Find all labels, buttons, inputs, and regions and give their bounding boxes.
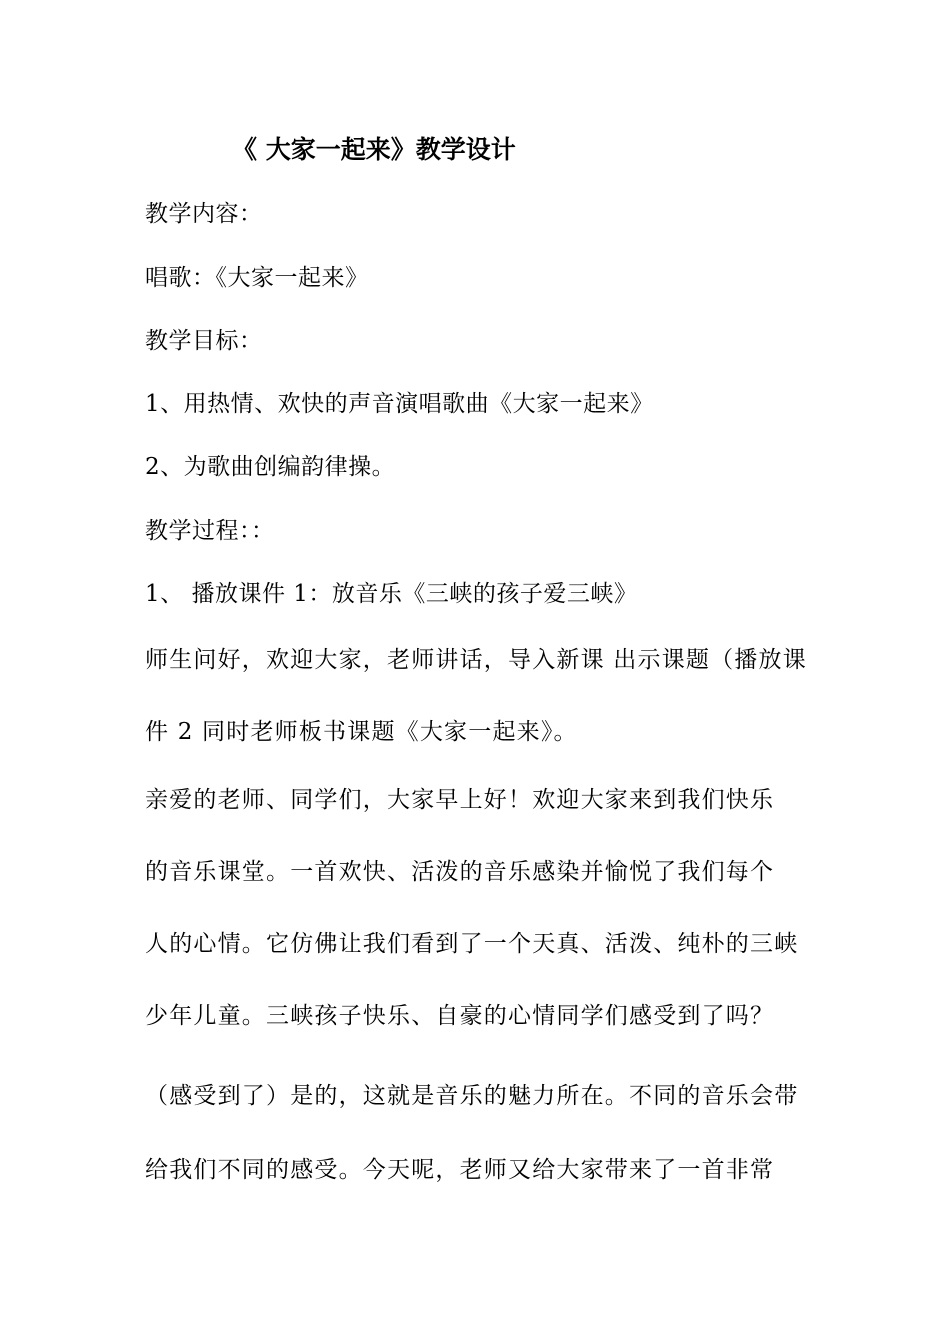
objective-item-1: 1、用热情、欢快的声音演唱歌曲《大家一起来》 [145, 391, 654, 417]
song-line: 唱歌：《大家一起来》 [145, 265, 369, 291]
paragraph-line: 的音乐课堂。一首欢快、活泼的音乐感染并愉悦了我们每个 [145, 859, 775, 885]
section-heading-objectives: 教学目标： [145, 328, 263, 354]
section-heading-process: 教学过程：： [145, 518, 275, 544]
paragraph-line: 少年儿童。三峡孩子快乐、自豪的心情同学们感受到了吗？ [145, 1003, 775, 1029]
paragraph-line: 件 2 同时老师板书课题《大家一起来》。 [145, 719, 578, 745]
paragraph-line: 亲爱的老师、同学们，大家早上好！欢迎大家来到我们快乐 [145, 787, 775, 813]
section-heading-content: 教学内容： [145, 201, 263, 227]
process-step-1: 1、 播放课件 1：放音乐《三峡的孩子爱三峡》 [145, 581, 638, 607]
paragraph-line: （感受到了）是的，这就是音乐的魅力所在。不同的音乐会带 [145, 1083, 799, 1109]
document-title: 《 大家一起来》教学设计 [232, 135, 516, 164]
paragraph-line: 人的心情。它仿佛让我们看到了一个天真、活泼、纯朴的三峡 [145, 931, 799, 957]
paragraph-line: 师生问好，欢迎大家，老师讲话，导入新课 出示课题（播放课 [145, 647, 807, 673]
objective-item-2: 2、为歌曲创编韵律操。 [145, 454, 396, 480]
paragraph-line: 给我们不同的感受。今天呢，老师又给大家带来了一首非常 [145, 1157, 775, 1183]
